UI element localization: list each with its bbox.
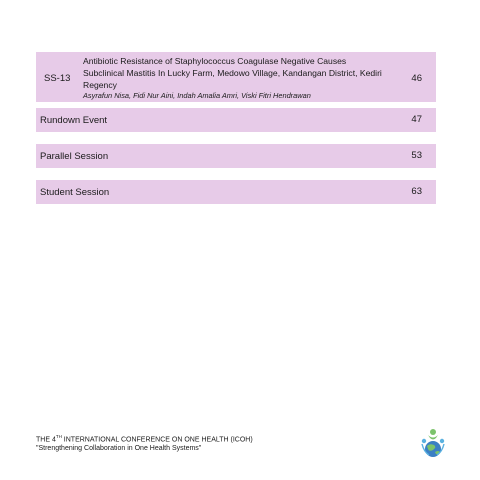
toc-section-student-session[interactable]	[36, 180, 436, 204]
toc-section-rundown-event[interactable]	[36, 108, 436, 132]
section-title: Rundown Event	[40, 115, 108, 126]
entry-code: SS-13	[44, 73, 71, 84]
one-health-globe-logo-icon	[418, 424, 448, 458]
toc-entry-ss-13[interactable]	[36, 52, 436, 102]
section-page-number: 47	[411, 114, 422, 125]
entry-authors: Asyrafun Nisa, Fidi Nur Aini, Indah Amalia Amri, Viski Fitri Hendrawan	[83, 91, 311, 100]
toc-section-parallel-session[interactable]	[36, 144, 436, 168]
entry-title: Antibiotic Resistance of Staphylococcus Coagulase Negative Causes Subclinical Mastitis In Lucky Farm, Medowo Village, Kandangan District, Kediri Regency	[83, 56, 382, 90]
section-title: Student Session	[40, 187, 110, 198]
section-page-number: 53	[411, 150, 422, 161]
conference-name: THE 4TH INTERNATIONAL CONFERENCE ON ONE HEALTH (ICOH)	[36, 434, 253, 444]
conference-footer	[36, 432, 253, 453]
section-title: Parallel Session	[40, 151, 109, 162]
conference-theme: "Strengthening Collaboration in One Health Systems"	[36, 445, 202, 453]
entry-page-number: 46	[411, 73, 422, 84]
section-page-number: 63	[411, 186, 422, 197]
